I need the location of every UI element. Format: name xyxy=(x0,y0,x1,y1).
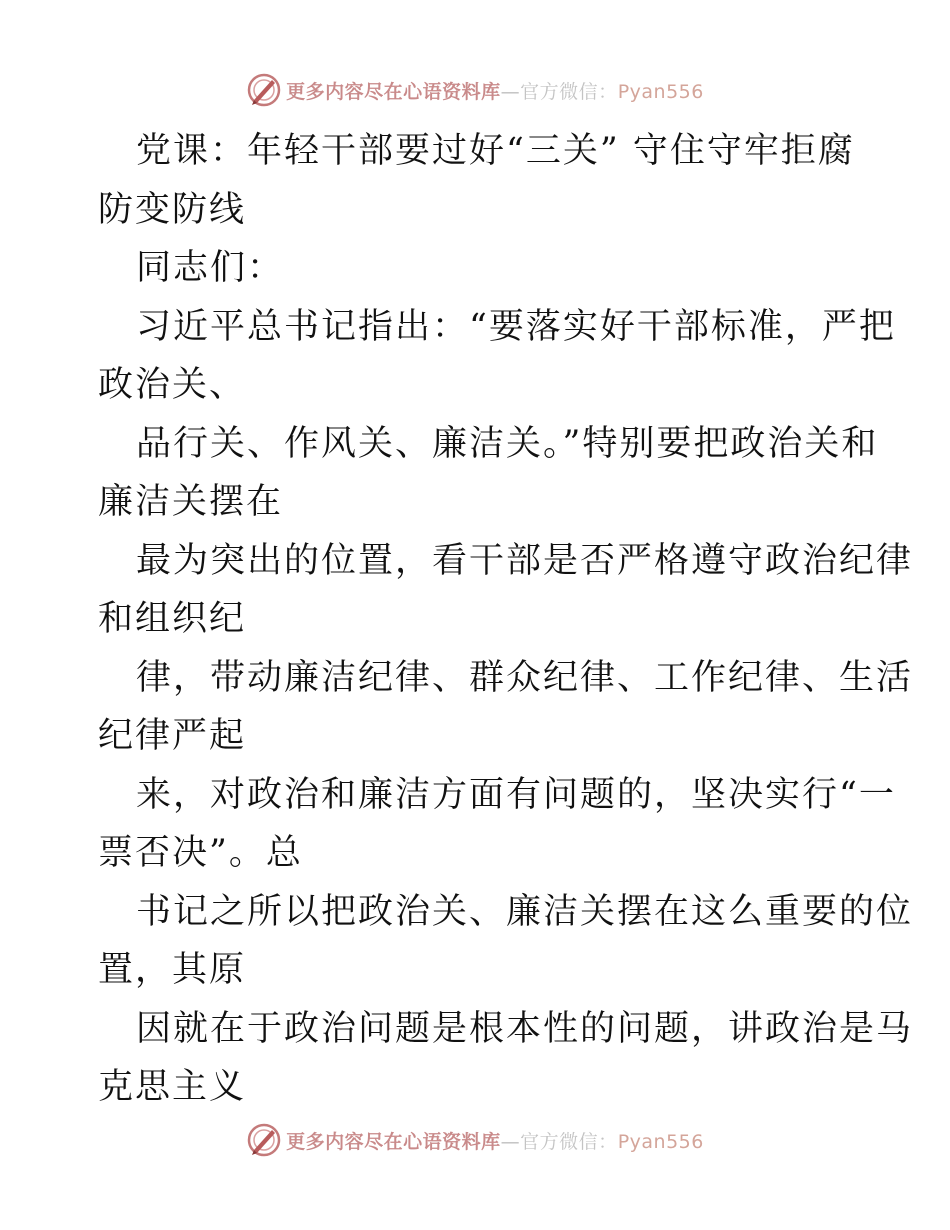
header-watermark-banner xyxy=(0,70,950,110)
doc-line: 因就在于政治问题是根本性的问题，讲政治是马 xyxy=(136,1008,914,1049)
watermark-text xyxy=(286,77,704,104)
watermark-prefix: 更多内容尽在心语资料库 xyxy=(286,1130,501,1153)
doc-line: 政治关、 xyxy=(98,365,247,405)
watermark-prefix: 更多内容尽在心语资料库 xyxy=(286,80,501,103)
doc-line: 习近平总书记指出：“要落实好干部标准，严把 xyxy=(136,306,896,347)
doc-salutation: 同志们： xyxy=(136,248,285,288)
doc-line: 纪律严起 xyxy=(98,716,247,756)
watermark-suffix: 官方微信： xyxy=(520,1130,618,1153)
doc-line: 书记之所以把政治关、廉洁关摆在这么重要的位 xyxy=(136,891,914,932)
doc-line: 廉洁关摆在 xyxy=(98,482,284,522)
watermark-suffix: 官方微信： xyxy=(520,80,618,103)
watermark-wechat-id: Pyan556 xyxy=(617,1130,704,1153)
watermark-text xyxy=(286,1127,704,1154)
doc-title-line-1: 党课：年轻干部要过好“三关” 守住守牢拒腐 xyxy=(136,131,855,171)
doc-line: 和组织纪 xyxy=(98,599,247,639)
doc-line: 克思主义 xyxy=(98,1067,247,1107)
pen-logo-icon xyxy=(246,1122,282,1158)
doc-line: 品行关、作风关、廉洁关。”特别要把政治关和 xyxy=(136,423,879,464)
doc-line: 最为突出的位置，看干部是否严格遵守政治纪律 xyxy=(136,540,914,581)
pen-logo-icon xyxy=(246,72,282,108)
doc-title-line-2: 防变防线 xyxy=(98,189,247,230)
doc-line: 置，其原 xyxy=(98,950,247,990)
doc-line: 票否决”。总 xyxy=(98,833,303,873)
watermark-dash: — xyxy=(500,1130,521,1153)
watermark-dash: — xyxy=(500,80,521,103)
document-body xyxy=(98,122,914,1117)
doc-line: 来，对政治和廉洁方面有问题的，坚决实行“一 xyxy=(136,774,896,815)
footer-watermark-banner xyxy=(0,1120,950,1160)
watermark-wechat-id: Pyan556 xyxy=(617,80,704,103)
doc-line: 律，带动廉洁纪律、群众纪律、工作纪律、生活 xyxy=(136,657,914,698)
